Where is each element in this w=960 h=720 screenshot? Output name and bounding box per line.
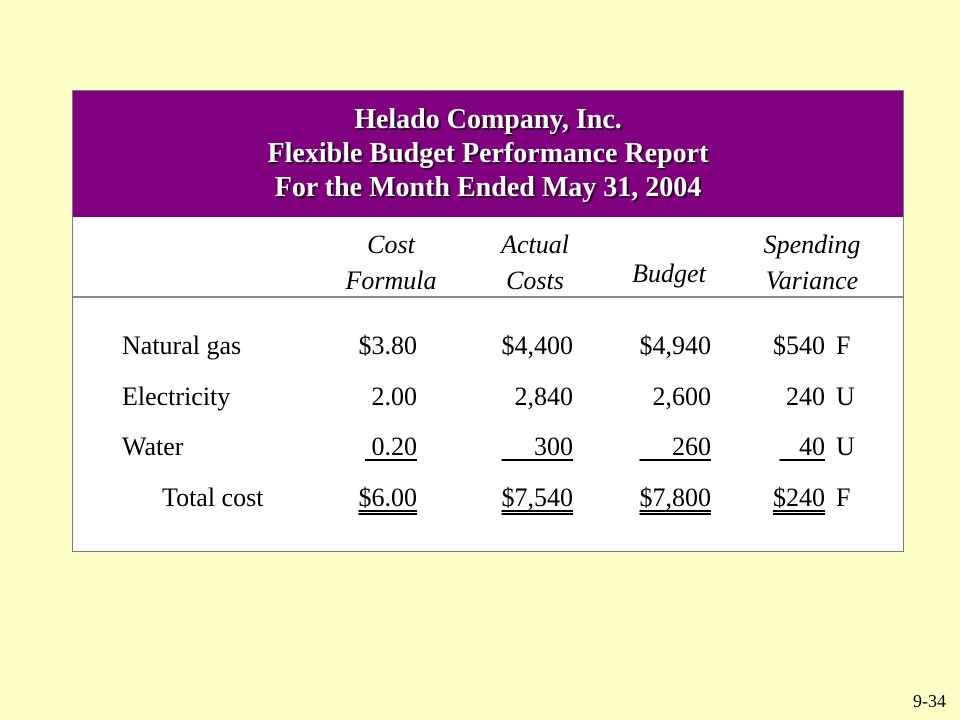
electricity-actual: 2,840 (514, 382, 573, 411)
row-label-water: Water (122, 432, 184, 461)
water-budget-cell (599, 432, 711, 462)
report-title: Flexible Budget Performance Report (267, 138, 709, 169)
header-spending-variance: Spending Variance (763, 230, 861, 295)
water-actual-cell (463, 432, 573, 462)
total-fu: F (836, 483, 851, 512)
header-divider (73, 296, 903, 298)
water-fu: U (836, 432, 855, 461)
electricity-budget: 2,600 (652, 382, 711, 411)
page-number: 9-34 (913, 691, 946, 711)
row-label-natural-gas: Natural gas (122, 331, 242, 360)
total-formula-cell (313, 483, 417, 513)
natural-gas-variance: $540 (773, 331, 825, 360)
electricity-formula: 2.00 (371, 382, 417, 411)
water-budget: 260 (672, 432, 711, 461)
report-period: For the Month Ended May 31, 2004 (274, 172, 702, 203)
total-variance: $240 (773, 483, 825, 512)
header-cost-formula: Cost Formula (345, 230, 437, 295)
performance-report-table (72, 90, 904, 552)
natural-gas-actual: $4,400 (501, 331, 573, 360)
water-variance-cell (733, 432, 825, 462)
water-variance: 40 (799, 432, 825, 461)
total-variance-cell (733, 483, 825, 513)
water-actual: 300 (534, 432, 573, 461)
electricity-fu: U (836, 382, 855, 411)
total-actual-cell (463, 483, 573, 513)
natural-gas-formula: $3.80 (358, 331, 417, 360)
total-budget: $7,800 (639, 483, 711, 512)
total-actual: $7,540 (501, 483, 573, 512)
electricity-variance: 240 (786, 382, 825, 411)
report-title-banner (73, 91, 903, 217)
natural-gas-budget: $4,940 (639, 331, 711, 360)
row-label-electricity: Electricity (122, 382, 231, 411)
company-name: Helado Company, Inc. (354, 104, 622, 135)
water-formula: 0.20 (371, 432, 417, 461)
natural-gas-fu: F (836, 331, 851, 360)
header-budget: Budget (632, 259, 706, 288)
total-budget-cell (599, 483, 711, 513)
row-label-total-cost: Total cost (162, 483, 264, 512)
water-formula-cell (313, 432, 417, 462)
header-actual-costs: Actual Costs (501, 230, 569, 295)
total-formula: $6.00 (358, 483, 417, 512)
